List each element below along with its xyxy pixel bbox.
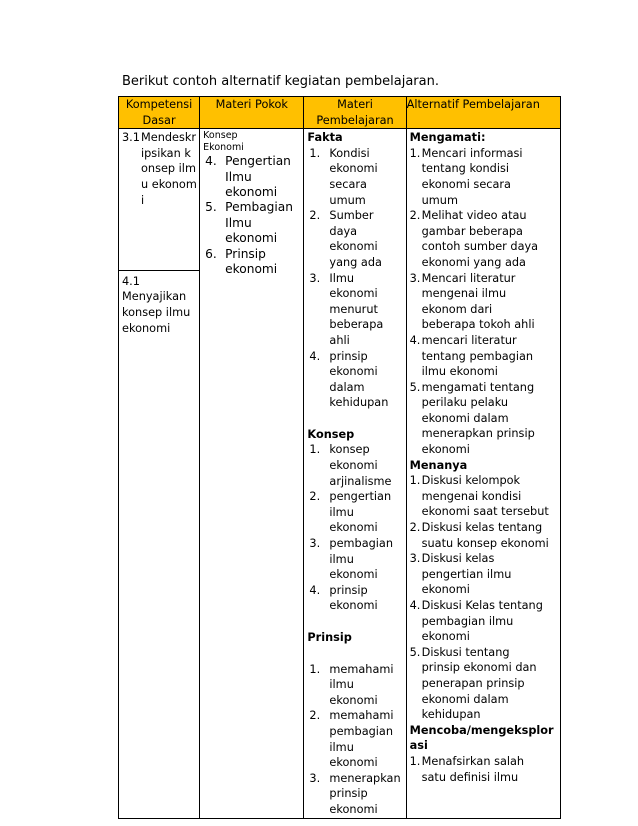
list-item: 1. Kondisi ekonomi secara umum — [309, 146, 378, 207]
list-item: 4. Pengertian Ilmu ekonomi — [205, 154, 291, 199]
materi-pembelajaran-cell — [304, 129, 406, 818]
header-alternatif-pembelajaran: Alternatif Pembelajaran — [406, 97, 560, 129]
kd2-number: 4.1 — [122, 274, 140, 288]
list-item: 3. Diskusi kelas pengertian ilmu ekonomi — [409, 552, 512, 597]
kd2-text: Menyajikan konsep ilmu ekonomi — [122, 290, 191, 335]
kd-cell-4-1 — [119, 270, 200, 818]
menanya-title: Menanya — [409, 458, 468, 472]
list-item: 2. Sumber daya ekonomi yang ada — [309, 209, 382, 269]
list-item: 4. prinsip ekonomi dalam kehidupan — [309, 349, 389, 410]
header-kompetensi-dasar: Kompetensi Dasar — [119, 97, 200, 129]
mengamati-list — [410, 146, 557, 458]
header-materi-pembelajaran: Materi Pembelajaran — [304, 97, 406, 129]
list-item: 4. mencari literatur tentang pembagian ilmu ekonomi — [409, 333, 534, 379]
mencoba-list — [410, 754, 557, 785]
kd-cell-3-1 — [119, 129, 200, 271]
table-header-row — [119, 97, 561, 129]
menanya-list — [410, 473, 557, 723]
learning-activity-table — [118, 96, 561, 819]
list-item: 4. Diskusi Kelas tentang pembagian ilmu ekonomi — [409, 599, 543, 644]
list-item: 6. Prinsip ekonomi — [205, 246, 278, 277]
materi-pokok-list — [203, 154, 300, 277]
list-item: 3. menerapkan prinsip ekonomi — [309, 771, 401, 816]
kd1-text: Mendeskripsikan konsep ilmu ekonomi — [141, 131, 197, 207]
konsep-list — [307, 442, 402, 614]
prinsip-title: Prinsip — [307, 631, 352, 644]
list-item: 5. Diskusi tentang prinsip ekonomi dan penerapan prinsip ekonomi dalam kehidupan — [409, 645, 537, 722]
list-item: 2. Diskusi kelas tentang suatu konsep ekonomi — [409, 521, 549, 550]
list-item: 1. konsep ekonomi arjinalisme — [309, 443, 392, 488]
list-item: 5. Pembagian Ilmu ekonomi — [205, 200, 293, 246]
list-item: 5. mengamati tentang perilaku pelaku ekonomi dalam menerapkan prinsip ekonomi — [409, 380, 535, 457]
mencoba-title: Mencoba/mengeksplorasi — [409, 723, 554, 753]
list-item: 1. memahami ilmu ekonomi — [309, 662, 394, 707]
konsep-title: Konsep — [307, 427, 355, 441]
list-item: 4. prinsip ekonomi — [309, 583, 378, 613]
intro-text: Berikut contoh alternatif kegiatan pembelajaran. — [122, 74, 439, 89]
table-row — [119, 129, 561, 271]
fakta-title: Fakta — [307, 131, 343, 145]
header-materi-pokok: Materi Pokok — [200, 97, 304, 129]
materi-pokok-title: Konsep Ekonomi — [203, 130, 244, 154]
materi-pokok-cell — [200, 129, 304, 818]
list-item: 1. Diskusi kelompok mengenai kondisi ekonomi saat tersebut — [409, 474, 549, 519]
kd1-number: 3.1 — [122, 131, 140, 145]
list-item: 2. memahami pembagian ilmu ekonomi — [309, 709, 394, 770]
mengamati-title: Mengamati: — [409, 131, 486, 145]
list-item: 3. pembagian ilmu ekonomi — [309, 537, 394, 582]
list-item: 1. Mencari informasi tentang kondisi ekonomi secara umum — [409, 146, 523, 207]
fakta-list — [307, 146, 402, 411]
alternatif-pembelajaran-cell — [406, 129, 560, 818]
list-item: 2. Melihat video atau gambar beberapa contoh sumber daya ekonomi yang ada — [409, 209, 539, 269]
prinsip-list — [307, 662, 402, 818]
list-item: 3. Ilmu ekonomi menurut beberapa ahli — [309, 271, 384, 347]
list-item: 3. Mencari literatur mengenai ilmu ekonom dari beberapa tokoh ahli — [409, 271, 535, 332]
list-item: 2. pengertian ilmu ekonomi — [309, 490, 392, 535]
list-item: 1. Menafsirkan salah satu definisi ilmu — [409, 754, 525, 784]
